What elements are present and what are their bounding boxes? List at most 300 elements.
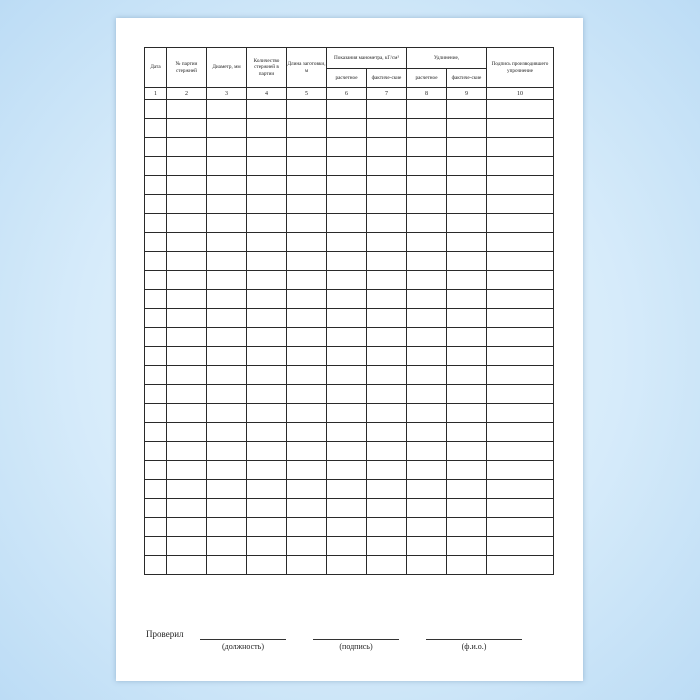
table-cell[interactable] bbox=[167, 461, 207, 480]
table-cell[interactable] bbox=[145, 328, 167, 347]
table-cell[interactable] bbox=[145, 423, 167, 442]
table-cell[interactable] bbox=[287, 499, 327, 518]
table-cell[interactable] bbox=[145, 499, 167, 518]
table-cell[interactable] bbox=[207, 537, 247, 556]
table-cell[interactable] bbox=[487, 461, 554, 480]
column-number: 5 bbox=[287, 88, 327, 100]
table-cell[interactable] bbox=[207, 480, 247, 499]
table-cell[interactable] bbox=[167, 385, 207, 404]
table-row bbox=[145, 176, 554, 195]
column-number: 3 bbox=[207, 88, 247, 100]
table-cell[interactable] bbox=[207, 252, 247, 271]
table-cell[interactable] bbox=[407, 290, 447, 309]
table-cell[interactable] bbox=[287, 157, 327, 176]
table-cell[interactable] bbox=[407, 347, 447, 366]
table-cell[interactable] bbox=[367, 195, 407, 214]
table-row bbox=[145, 309, 554, 328]
table-row bbox=[145, 537, 554, 556]
table-row bbox=[145, 157, 554, 176]
table-cell[interactable] bbox=[247, 290, 287, 309]
table-cell[interactable] bbox=[145, 461, 167, 480]
table-cell[interactable] bbox=[367, 214, 407, 233]
table-cell[interactable] bbox=[207, 366, 247, 385]
table-cell[interactable] bbox=[247, 461, 287, 480]
header-elongation-actual: фактиче-ские bbox=[447, 69, 487, 88]
table-cell[interactable] bbox=[327, 252, 367, 271]
table-row bbox=[145, 480, 554, 499]
table-cell[interactable] bbox=[487, 138, 554, 157]
table-cell[interactable] bbox=[167, 214, 207, 233]
table-cell[interactable] bbox=[367, 347, 407, 366]
table-cell[interactable] bbox=[447, 385, 487, 404]
table-cell[interactable] bbox=[447, 119, 487, 138]
table-cell[interactable] bbox=[327, 404, 367, 423]
table-cell[interactable] bbox=[447, 347, 487, 366]
table-cell[interactable] bbox=[407, 309, 447, 328]
table-cell[interactable] bbox=[447, 480, 487, 499]
column-number: 8 bbox=[407, 88, 447, 100]
table-cell[interactable] bbox=[407, 214, 447, 233]
table-cell[interactable] bbox=[167, 157, 207, 176]
table-cell[interactable] bbox=[207, 499, 247, 518]
table-cell[interactable] bbox=[207, 233, 247, 252]
table-cell[interactable] bbox=[145, 309, 167, 328]
table-cell[interactable] bbox=[145, 537, 167, 556]
table-cell[interactable] bbox=[327, 119, 367, 138]
table-cell[interactable] bbox=[207, 309, 247, 328]
table-cell[interactable] bbox=[407, 537, 447, 556]
table-cell[interactable] bbox=[167, 195, 207, 214]
table-cell[interactable] bbox=[487, 157, 554, 176]
header-diameter: Диаметр, мм bbox=[207, 48, 247, 88]
table-cell[interactable] bbox=[287, 214, 327, 233]
table-cell[interactable] bbox=[367, 461, 407, 480]
table-cell[interactable] bbox=[447, 556, 487, 575]
table-cell[interactable] bbox=[327, 556, 367, 575]
table-cell[interactable] bbox=[487, 214, 554, 233]
table-cell[interactable] bbox=[167, 537, 207, 556]
table-cell[interactable] bbox=[207, 271, 247, 290]
table-cell[interactable] bbox=[407, 404, 447, 423]
table-cell[interactable] bbox=[447, 518, 487, 537]
table-cell[interactable] bbox=[407, 138, 447, 157]
table-cell[interactable] bbox=[247, 404, 287, 423]
table-cell[interactable] bbox=[487, 271, 554, 290]
table-cell[interactable] bbox=[167, 252, 207, 271]
table-cell[interactable] bbox=[327, 366, 367, 385]
table-cell[interactable] bbox=[247, 100, 287, 119]
table-cell[interactable] bbox=[407, 195, 447, 214]
table-cell[interactable] bbox=[327, 499, 367, 518]
table-cell[interactable] bbox=[287, 119, 327, 138]
table-row bbox=[145, 195, 554, 214]
table-cell[interactable] bbox=[145, 214, 167, 233]
table-cell[interactable] bbox=[327, 100, 367, 119]
table-cell[interactable] bbox=[145, 100, 167, 119]
table-cell[interactable] bbox=[447, 138, 487, 157]
table-cell[interactable] bbox=[407, 252, 447, 271]
table-cell[interactable] bbox=[247, 442, 287, 461]
table-cell[interactable] bbox=[327, 480, 367, 499]
table-cell[interactable] bbox=[287, 100, 327, 119]
table-cell[interactable] bbox=[487, 499, 554, 518]
table-cell[interactable] bbox=[447, 442, 487, 461]
table-cell[interactable] bbox=[367, 176, 407, 195]
table-cell[interactable] bbox=[287, 195, 327, 214]
table-cell[interactable] bbox=[287, 556, 327, 575]
table-cell[interactable] bbox=[447, 499, 487, 518]
table-cell[interactable] bbox=[407, 480, 447, 499]
table-cell[interactable] bbox=[407, 385, 447, 404]
table-cell[interactable] bbox=[447, 252, 487, 271]
table-cell[interactable] bbox=[447, 195, 487, 214]
table-cell[interactable] bbox=[487, 233, 554, 252]
table-cell[interactable] bbox=[407, 499, 447, 518]
table-cell[interactable] bbox=[447, 157, 487, 176]
table-cell[interactable] bbox=[487, 556, 554, 575]
table-cell[interactable] bbox=[487, 176, 554, 195]
table-cell[interactable] bbox=[287, 366, 327, 385]
table-cell[interactable] bbox=[327, 290, 367, 309]
table-cell[interactable] bbox=[167, 499, 207, 518]
header-rod-count: Количество стержней в партии bbox=[247, 48, 287, 88]
signature-line bbox=[313, 639, 399, 640]
table-cell[interactable] bbox=[145, 347, 167, 366]
table-row bbox=[145, 100, 554, 119]
table-row bbox=[145, 290, 554, 309]
table-cell[interactable] bbox=[407, 157, 447, 176]
table-cell[interactable] bbox=[247, 366, 287, 385]
table-cell[interactable] bbox=[367, 385, 407, 404]
table-cell[interactable] bbox=[487, 100, 554, 119]
table-cell[interactable] bbox=[327, 347, 367, 366]
table-cell[interactable] bbox=[407, 328, 447, 347]
table-cell[interactable] bbox=[247, 157, 287, 176]
table-cell[interactable] bbox=[367, 271, 407, 290]
table-cell[interactable] bbox=[447, 271, 487, 290]
table-cell[interactable] bbox=[287, 404, 327, 423]
table-cell[interactable] bbox=[367, 100, 407, 119]
table-cell[interactable] bbox=[447, 461, 487, 480]
table-cell[interactable] bbox=[487, 480, 554, 499]
table-cell[interactable] bbox=[487, 309, 554, 328]
table-cell[interactable] bbox=[327, 423, 367, 442]
table-cell[interactable] bbox=[407, 556, 447, 575]
checked-by-label: Проверил bbox=[146, 629, 184, 639]
table-cell[interactable] bbox=[207, 385, 247, 404]
table-cell[interactable] bbox=[247, 233, 287, 252]
table-cell[interactable] bbox=[327, 442, 367, 461]
table-row bbox=[145, 138, 554, 157]
table-cell[interactable] bbox=[207, 214, 247, 233]
table-cell[interactable] bbox=[407, 423, 447, 442]
table-cell[interactable] bbox=[287, 176, 327, 195]
table-cell[interactable] bbox=[447, 309, 487, 328]
table-cell[interactable] bbox=[407, 100, 447, 119]
column-number: 1 bbox=[145, 88, 167, 100]
table-cell[interactable] bbox=[447, 100, 487, 119]
table-cell[interactable] bbox=[327, 157, 367, 176]
table-cell[interactable] bbox=[287, 309, 327, 328]
table-cell[interactable] bbox=[167, 138, 207, 157]
table-row bbox=[145, 214, 554, 233]
table-cell[interactable] bbox=[327, 309, 367, 328]
table-cell[interactable] bbox=[247, 385, 287, 404]
table-cell[interactable] bbox=[145, 176, 167, 195]
table-cell[interactable] bbox=[207, 119, 247, 138]
header-elongation-group: Удлинение, bbox=[407, 48, 487, 69]
table-cell[interactable] bbox=[167, 328, 207, 347]
table-cell[interactable] bbox=[167, 366, 207, 385]
table-cell[interactable] bbox=[367, 233, 407, 252]
table-cell[interactable] bbox=[447, 423, 487, 442]
table-cell[interactable] bbox=[487, 366, 554, 385]
table-cell[interactable] bbox=[367, 480, 407, 499]
table-cell[interactable] bbox=[247, 556, 287, 575]
table-cell[interactable] bbox=[207, 290, 247, 309]
table-cell[interactable] bbox=[207, 195, 247, 214]
table-row bbox=[145, 442, 554, 461]
table-cell[interactable] bbox=[145, 271, 167, 290]
table-cell[interactable] bbox=[327, 138, 367, 157]
table-cell[interactable] bbox=[487, 290, 554, 309]
table-cell[interactable] bbox=[407, 518, 447, 537]
table-cell[interactable] bbox=[367, 499, 407, 518]
table-cell[interactable] bbox=[287, 271, 327, 290]
table-cell[interactable] bbox=[207, 461, 247, 480]
table-cell[interactable] bbox=[287, 328, 327, 347]
table-cell[interactable] bbox=[167, 290, 207, 309]
header-blank-length: Длина заготовки, м bbox=[287, 48, 327, 88]
table-cell[interactable] bbox=[367, 309, 407, 328]
table-cell[interactable] bbox=[145, 366, 167, 385]
table-cell[interactable] bbox=[247, 252, 287, 271]
table-cell[interactable] bbox=[167, 480, 207, 499]
header-batch-number: № партии стержней bbox=[167, 48, 207, 88]
table-cell[interactable] bbox=[367, 442, 407, 461]
table-cell[interactable] bbox=[167, 518, 207, 537]
table-cell[interactable] bbox=[327, 214, 367, 233]
table-cell[interactable] bbox=[145, 442, 167, 461]
table-cell[interactable] bbox=[327, 518, 367, 537]
table-cell[interactable] bbox=[327, 461, 367, 480]
table-cell[interactable] bbox=[247, 176, 287, 195]
table-cell[interactable] bbox=[207, 328, 247, 347]
table-cell[interactable] bbox=[407, 461, 447, 480]
header-elongation-calculated: расчетное bbox=[407, 69, 447, 88]
table-cell[interactable] bbox=[145, 290, 167, 309]
table-cell[interactable] bbox=[407, 442, 447, 461]
table-cell[interactable] bbox=[247, 119, 287, 138]
table-cell[interactable] bbox=[247, 271, 287, 290]
table-cell[interactable] bbox=[167, 100, 207, 119]
table-cell[interactable] bbox=[145, 385, 167, 404]
table-cell[interactable] bbox=[167, 347, 207, 366]
table-row bbox=[145, 252, 554, 271]
table-row bbox=[145, 233, 554, 252]
table-cell[interactable] bbox=[327, 176, 367, 195]
table-cell[interactable] bbox=[367, 157, 407, 176]
table-cell[interactable] bbox=[487, 423, 554, 442]
table-row bbox=[145, 366, 554, 385]
table-cell[interactable] bbox=[287, 537, 327, 556]
column-number: 7 bbox=[367, 88, 407, 100]
table-cell[interactable] bbox=[407, 176, 447, 195]
table-cell[interactable] bbox=[167, 119, 207, 138]
table-cell[interactable] bbox=[145, 252, 167, 271]
table-cell[interactable] bbox=[207, 347, 247, 366]
table-cell[interactable] bbox=[145, 556, 167, 575]
table-cell[interactable] bbox=[407, 366, 447, 385]
table-cell[interactable] bbox=[287, 138, 327, 157]
table-cell[interactable] bbox=[207, 100, 247, 119]
table-row bbox=[145, 347, 554, 366]
position-caption: (должность) bbox=[222, 642, 264, 651]
table-cell[interactable] bbox=[247, 214, 287, 233]
table-cell[interactable] bbox=[207, 176, 247, 195]
table-row bbox=[145, 328, 554, 347]
table-cell[interactable] bbox=[287, 290, 327, 309]
table-cell[interactable] bbox=[207, 442, 247, 461]
table-cell[interactable] bbox=[247, 328, 287, 347]
table-cell[interactable] bbox=[487, 252, 554, 271]
table-cell[interactable] bbox=[287, 347, 327, 366]
table-cell[interactable] bbox=[247, 309, 287, 328]
table-cell[interactable] bbox=[247, 347, 287, 366]
table-cell[interactable] bbox=[247, 537, 287, 556]
table-cell[interactable] bbox=[287, 442, 327, 461]
table-cell[interactable] bbox=[327, 195, 367, 214]
table-cell[interactable] bbox=[367, 423, 407, 442]
table-cell[interactable] bbox=[207, 404, 247, 423]
table-cell[interactable] bbox=[447, 537, 487, 556]
table-cell[interactable] bbox=[487, 537, 554, 556]
header-manometer-actual: фактиче-ские bbox=[367, 69, 407, 88]
table-row bbox=[145, 556, 554, 575]
column-number: 10 bbox=[487, 88, 554, 100]
table-cell[interactable] bbox=[167, 309, 207, 328]
table-cell[interactable] bbox=[367, 366, 407, 385]
name-line bbox=[426, 639, 522, 640]
column-number-row bbox=[145, 88, 554, 100]
table-cell[interactable] bbox=[167, 271, 207, 290]
table-cell[interactable] bbox=[167, 176, 207, 195]
table-cell[interactable] bbox=[487, 442, 554, 461]
table-cell[interactable] bbox=[247, 518, 287, 537]
journal-table bbox=[144, 47, 554, 575]
table-cell[interactable] bbox=[167, 556, 207, 575]
table-row bbox=[145, 518, 554, 537]
table-cell[interactable] bbox=[207, 138, 247, 157]
table-cell[interactable] bbox=[207, 423, 247, 442]
table-cell[interactable] bbox=[447, 214, 487, 233]
table-row bbox=[145, 385, 554, 404]
table-cell[interactable] bbox=[145, 138, 167, 157]
table-cell[interactable] bbox=[407, 119, 447, 138]
table-cell[interactable] bbox=[287, 385, 327, 404]
table-cell[interactable] bbox=[207, 157, 247, 176]
column-number: 6 bbox=[327, 88, 367, 100]
table-cell[interactable] bbox=[447, 233, 487, 252]
table-cell[interactable] bbox=[327, 233, 367, 252]
table-cell[interactable] bbox=[487, 328, 554, 347]
table-cell[interactable] bbox=[327, 385, 367, 404]
table-cell[interactable] bbox=[167, 423, 207, 442]
table-cell[interactable] bbox=[145, 480, 167, 499]
column-number: 2 bbox=[167, 88, 207, 100]
table-cell[interactable] bbox=[287, 423, 327, 442]
table-cell[interactable] bbox=[367, 537, 407, 556]
table-cell[interactable] bbox=[447, 176, 487, 195]
table-cell[interactable] bbox=[447, 290, 487, 309]
header-manometer-calculated: расчетное bbox=[327, 69, 367, 88]
table-cell[interactable] bbox=[487, 518, 554, 537]
table-cell[interactable] bbox=[247, 138, 287, 157]
position-line bbox=[200, 639, 286, 640]
table-cell[interactable] bbox=[145, 157, 167, 176]
table-cell[interactable] bbox=[487, 195, 554, 214]
table-cell[interactable] bbox=[247, 499, 287, 518]
table-cell[interactable] bbox=[287, 480, 327, 499]
table-cell[interactable] bbox=[207, 556, 247, 575]
table-cell[interactable] bbox=[247, 195, 287, 214]
table-cell[interactable] bbox=[167, 442, 207, 461]
table-cell[interactable] bbox=[247, 423, 287, 442]
table-cell[interactable] bbox=[247, 480, 287, 499]
table-cell[interactable] bbox=[207, 518, 247, 537]
table-cell[interactable] bbox=[145, 119, 167, 138]
table-cell[interactable] bbox=[407, 233, 447, 252]
table-cell[interactable] bbox=[367, 138, 407, 157]
table-cell[interactable] bbox=[367, 556, 407, 575]
table-cell[interactable] bbox=[287, 233, 327, 252]
table-cell[interactable] bbox=[327, 271, 367, 290]
name-caption: (ф.и.о.) bbox=[461, 642, 487, 651]
table-cell[interactable] bbox=[487, 347, 554, 366]
table-cell[interactable] bbox=[487, 404, 554, 423]
table-cell[interactable] bbox=[327, 328, 367, 347]
table-cell[interactable] bbox=[167, 404, 207, 423]
table-cell[interactable] bbox=[487, 385, 554, 404]
table-cell[interactable] bbox=[367, 328, 407, 347]
table-cell[interactable] bbox=[145, 404, 167, 423]
table-cell[interactable] bbox=[447, 328, 487, 347]
table-cell[interactable] bbox=[367, 290, 407, 309]
table-row bbox=[145, 423, 554, 442]
table-cell[interactable] bbox=[407, 271, 447, 290]
table-cell[interactable] bbox=[327, 537, 367, 556]
table-row bbox=[145, 404, 554, 423]
table-cell[interactable] bbox=[447, 404, 487, 423]
table-row bbox=[145, 499, 554, 518]
table-row bbox=[145, 119, 554, 138]
table-cell[interactable] bbox=[367, 404, 407, 423]
table-cell[interactable] bbox=[487, 119, 554, 138]
table-cell[interactable] bbox=[287, 461, 327, 480]
column-number: 4 bbox=[247, 88, 287, 100]
table-cell[interactable] bbox=[367, 518, 407, 537]
table-cell[interactable] bbox=[287, 518, 327, 537]
table-cell[interactable] bbox=[287, 252, 327, 271]
table-cell[interactable] bbox=[145, 233, 167, 252]
table-cell[interactable] bbox=[145, 195, 167, 214]
table-cell[interactable] bbox=[367, 119, 407, 138]
table-cell[interactable] bbox=[145, 518, 167, 537]
table-cell[interactable] bbox=[367, 252, 407, 271]
header-date: Дата bbox=[145, 48, 167, 88]
table-cell[interactable] bbox=[447, 366, 487, 385]
table-cell[interactable] bbox=[167, 233, 207, 252]
